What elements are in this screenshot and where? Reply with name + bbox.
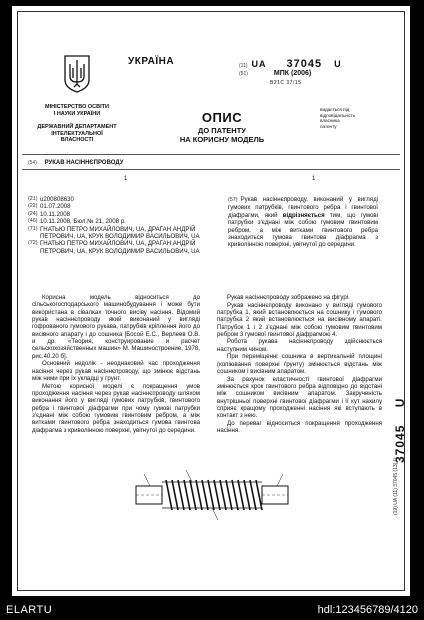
sleeve-coil [166, 480, 172, 510]
country-name: УКРАЇНА [128, 56, 175, 67]
paragraph: Корисна модель відноситься до сільськогосподарського машинобудування і може бути використана в сівалках точного висіву насіння. Відомий рукав насіннєпроводу який виконаний у вигляді гофрованого гумового рукава, патрубків кріплення його до висівного апарату і до сошника [Босой Е.С., Верлеев О.В. и др. «Теория, конструирование и расчет сельскохозяйственных машин» М. Машиностроение, 1978, рис.40.20 б]. [32, 294, 200, 360]
invention-title-line [28, 160, 123, 166]
paragraph: Основний недолік - неоднаковий час проходження насіння через рукав насіннєпроводу, що змінює відстань між ними при їх укладці у грунт. [32, 360, 200, 382]
ipc-value: B21C 37/15 [270, 80, 302, 86]
vertical-patent-kind: U [393, 397, 407, 408]
biblio-row: (71) ГНАТЬЮ ПЕТРО МИХАЙЛОВИЧ, UA, ДРАГАН АНДРІЙ ПЕТРОВИЧ, UA, КРУК ВОЛОДИМИР ВАСИЛЬОВИЧ, UA [28, 225, 200, 241]
status-handle: hdl:123456789/4120 [317, 604, 418, 616]
sleeve-coil [214, 480, 220, 510]
paragraph: При переміщенні сошника в вертикальній площині (копіювання поверхні ґрунту) змінюється відстань між сошником і висівним апаратом. [217, 353, 382, 375]
sleeve-coil [244, 480, 250, 510]
side-note: видається під відповідальність власника патенту [320, 107, 356, 129]
biblio-row: (21) u200808630 [28, 196, 74, 203]
sleeve-coil [208, 480, 214, 510]
paragraph: Метою корисної моделі є покращення умов проходження насіння через рукав насіннєпроводу шляхом виконання його у вигляді гумових патрубків, гвинтового ребра і гвинтової діафрагми при чому гумові патрубки з'єднані між собою гумовим гвинтовим ребром, а між витками гвинтового ребра знаходиться гумова гвинтова діафрагма з криволінною поверхні, увігнутої до середини. [32, 382, 200, 434]
patent-country: UA [251, 59, 267, 69]
sleeve-coil [220, 480, 226, 510]
paragraph: Робота рукава насіннєпроводу здійснюється наступним чином. [217, 338, 382, 353]
divider-top [22, 154, 400, 155]
invention-title: РУКАВ НАСІННЄПРОВОДУ [44, 160, 124, 166]
claim-code: (57) [228, 197, 238, 203]
sleeve-coil [250, 480, 256, 510]
biblio-row: (24) 10.11.2008 [28, 210, 71, 218]
paragraph: До переваг відноситься покращення проходження насіння. [217, 419, 382, 435]
page-mark-right: 1 [312, 176, 316, 182]
sleeve-coil [256, 480, 262, 510]
invention-title-code: (54) [28, 160, 37, 166]
bibliographic-data [28, 196, 218, 255]
sleeve-coil [196, 480, 202, 510]
claim-text-end: тим, що гумові патрубки з'єднані між собою гумовим гвинтовим ребром, а між витками гвинтового ребра знаходиться гумова гвинтова діафрагма з криволінною поверхні, увігнутої до середини. [228, 211, 378, 249]
status-source: ELARTU [6, 604, 53, 616]
sleeve-coil [226, 480, 232, 510]
ipc-label: МПК (2006) [273, 70, 312, 77]
patent-number-row [239, 58, 341, 70]
description-right-column [217, 294, 382, 435]
status-bar [0, 600, 424, 620]
ipc-code: (51) [239, 71, 248, 77]
document-subtitle-1: ДО ПАТЕНТУ [198, 126, 246, 135]
sleeve-coil [202, 480, 208, 510]
divider-bottom [22, 169, 400, 170]
claim-emphasis: відрізняється [282, 211, 325, 219]
sleeve-coil [172, 480, 178, 510]
page-mark-left: 1 [124, 176, 128, 182]
ipc-row [239, 70, 311, 77]
sleeve-coil [238, 480, 244, 510]
biblio-row: (72) ГНАТЬЮ ПЕТРО МИХАЙЛОВИЧ, UA, ДРАГАН АНДРІЙ ПЕТРОВИЧ, UA, КРУК ВОЛОДИМИР ВАСИЛЬОВИЧ, UA [28, 240, 200, 255]
patent-page [12, 6, 410, 596]
document-subtitle-2: НА КОРИСНУ МОДЕЛЬ [179, 135, 265, 144]
sleeve-coil [190, 480, 196, 510]
sleeve-coil [184, 480, 190, 510]
patent-number-code: (11) [239, 63, 248, 69]
document-title: ОПИС [201, 110, 243, 125]
vertical-patent-number: 37045 [393, 424, 407, 463]
paragraph: Рукав насіннєпроводу зображено на фігурі. [227, 294, 350, 301]
vertical-patent-code: (19) UA (11) 37045 (13) U [393, 457, 399, 515]
sleeve-coil [232, 480, 238, 510]
patent-number: 37045 [286, 58, 323, 70]
paragraph: За рахунок еластичності гвинтової діафрагми змінюється крок гвинтового ребра відповідно до відстані між сошником висівним апаратом. Закрученість внутрішньої поверхні гвинтової діафрагми і її кут нахилу сприяє кращому проходженні насіння які вступають в контакт з нею. [217, 375, 382, 420]
vertical-patent-label [390, 346, 407, 515]
biblio-row: (22) 01.07.2008 [28, 203, 71, 211]
biblio-row: (46) 10.11.2008, Бюл.№ 21, 2008 р. [28, 218, 126, 226]
description-left-column [32, 294, 200, 434]
coat-of-arms-icon [62, 54, 92, 94]
paragraph: Рукав насіннєпроводу виконано у вигляді гумового патрубка 1, який встановлюється на сошнику і гумового патрубка 2 який встановлюється на висівному апараті. Патрубок 1 і 2 з'єднані між собою гумовим гвинтовим ребром 3 гумової гвинтової діафрагмою 4. [217, 301, 382, 338]
patent-kind: U [334, 59, 341, 69]
claim-block [228, 196, 378, 249]
sleeve-figure [132, 464, 292, 526]
sleeve-coil [178, 480, 184, 510]
claim-text-start: Рукав насіннєпроводу, виконаний у вигляді гумових патрубків, гвинтового ребра і гвинтової діафрагми, який [228, 196, 378, 219]
ministry-name: МІНІСТЕРСТВО ОСВІТИ І НАУКИ УКРАЇНИ [45, 104, 109, 117]
department-name: ДЕРЖАВНИЙ ДЕПАРТАМЕНТ ІНТЕЛЕКТУАЛЬНОЇ ВЛАСНОСТІ [37, 124, 117, 143]
